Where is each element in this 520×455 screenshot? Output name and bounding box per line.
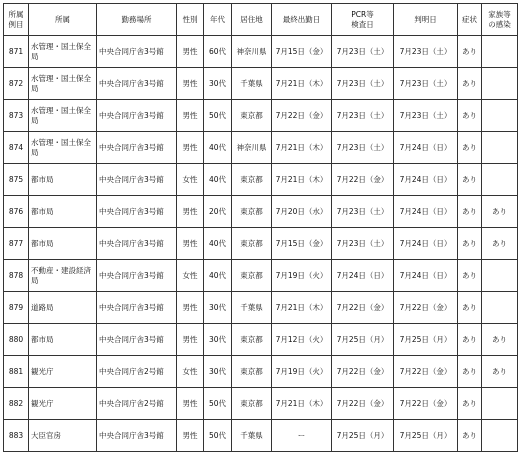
table-body xyxy=(4,36,518,452)
residence-cell: 東京都 xyxy=(232,356,272,388)
workplace-cell: 中央合同庁舎3号館 xyxy=(97,68,177,100)
case-number-cell: 880 xyxy=(4,324,29,356)
confirmed-date-cell: 7月22日（金） xyxy=(394,292,458,324)
last-work-day-cell: 7月19日（火） xyxy=(272,356,332,388)
col-header: 性別 xyxy=(177,4,204,36)
pcr-test-date-cell: 7月25日（月） xyxy=(332,420,394,452)
table-row xyxy=(4,228,518,260)
last-work-day-cell: 7月12日（火） xyxy=(272,324,332,356)
residence-cell: 千葉県 xyxy=(232,420,272,452)
case-number-cell: 874 xyxy=(4,132,29,164)
case-number-cell: 875 xyxy=(4,164,29,196)
residence-cell: 東京都 xyxy=(232,388,272,420)
department-cell: 水管理・国土保全局 xyxy=(29,68,97,100)
age-group-cell: 30代 xyxy=(204,68,232,100)
department-cell: 大臣官房 xyxy=(29,420,97,452)
last-work-day-cell: ー xyxy=(272,420,332,452)
symptoms-cell: あり xyxy=(458,324,482,356)
family-infection-cell xyxy=(482,420,518,452)
residence-cell: 東京都 xyxy=(232,164,272,196)
age-group-cell: 30代 xyxy=(204,324,232,356)
confirmed-date-cell: 7月23日（土） xyxy=(394,68,458,100)
last-work-day-cell: 7月22日（金） xyxy=(272,100,332,132)
family-infection-cell xyxy=(482,164,518,196)
pcr-test-date-cell: 7月22日（金） xyxy=(332,292,394,324)
last-work-day-cell: 7月21日（木） xyxy=(272,388,332,420)
pcr-test-date-cell: 7月22日（金） xyxy=(332,356,394,388)
department-cell: 不動産・建設経済局 xyxy=(29,260,97,292)
table-row xyxy=(4,324,518,356)
department-cell: 水管理・国土保全局 xyxy=(29,100,97,132)
confirmed-date-cell: 7月24日（日） xyxy=(394,164,458,196)
symptoms-cell: あり xyxy=(458,292,482,324)
sex-cell: 女性 xyxy=(177,356,204,388)
workplace-cell: 中央合同庁舎3号館 xyxy=(97,292,177,324)
pcr-test-date-cell: 7月23日（土） xyxy=(332,68,394,100)
case-number-cell: 873 xyxy=(4,100,29,132)
table-row xyxy=(4,420,518,452)
case-number-cell: 877 xyxy=(4,228,29,260)
department-cell: 都市局 xyxy=(29,228,97,260)
symptoms-cell: あり xyxy=(458,420,482,452)
sex-cell: 男性 xyxy=(177,388,204,420)
case-number-cell: 876 xyxy=(4,196,29,228)
family-infection-cell: あり xyxy=(482,356,518,388)
family-infection-cell xyxy=(482,68,518,100)
table-row xyxy=(4,196,518,228)
col-header: 勤務場所 xyxy=(97,4,177,36)
family-infection-cell xyxy=(482,260,518,292)
residence-cell: 千葉県 xyxy=(232,292,272,324)
table-row xyxy=(4,356,518,388)
family-infection-cell xyxy=(482,292,518,324)
family-infection-cell: あり xyxy=(482,228,518,260)
last-work-day-cell: 7月20日（水） xyxy=(272,196,332,228)
workplace-cell: 中央合同庁舎3号館 xyxy=(97,196,177,228)
last-work-day-cell: 7月19日（火） xyxy=(272,260,332,292)
pcr-test-date-cell: 7月22日（金） xyxy=(332,388,394,420)
department-cell: 都市局 xyxy=(29,324,97,356)
age-group-cell: 40代 xyxy=(204,164,232,196)
table-row xyxy=(4,260,518,292)
symptoms-cell: あり xyxy=(458,228,482,260)
age-group-cell: 40代 xyxy=(204,260,232,292)
confirmed-date-cell: 7月23日（土） xyxy=(394,100,458,132)
col-header: 症状 xyxy=(458,4,482,36)
table-row xyxy=(4,292,518,324)
family-infection-cell xyxy=(482,132,518,164)
department-cell: 観光庁 xyxy=(29,356,97,388)
residence-cell: 東京都 xyxy=(232,196,272,228)
workplace-cell: 中央合同庁舎2号館 xyxy=(97,388,177,420)
table-row xyxy=(4,388,518,420)
workplace-cell: 中央合同庁舎3号館 xyxy=(97,420,177,452)
family-infection-cell xyxy=(482,100,518,132)
age-group-cell: 50代 xyxy=(204,100,232,132)
case-number-cell: 871 xyxy=(4,36,29,68)
age-group-cell: 30代 xyxy=(204,292,232,324)
col-header: 家族等 の感染 xyxy=(482,4,518,36)
workplace-cell: 中央合同庁舎2号館 xyxy=(97,356,177,388)
sex-cell: 男性 xyxy=(177,420,204,452)
symptoms-cell: あり xyxy=(458,260,482,292)
sex-cell: 男性 xyxy=(177,36,204,68)
table-row xyxy=(4,36,518,68)
sex-cell: 女性 xyxy=(177,164,204,196)
case-number-cell: 879 xyxy=(4,292,29,324)
family-infection-cell xyxy=(482,36,518,68)
department-cell: 水管理・国土保全局 xyxy=(29,36,97,68)
symptoms-cell: あり xyxy=(458,164,482,196)
age-group-cell: 20代 xyxy=(204,196,232,228)
workplace-cell: 中央合同庁舎3号館 xyxy=(97,164,177,196)
department-cell: 観光庁 xyxy=(29,388,97,420)
department-cell: 水管理・国土保全局 xyxy=(29,132,97,164)
sex-cell: 男性 xyxy=(177,324,204,356)
sex-cell: 男性 xyxy=(177,100,204,132)
confirmed-date-cell: 7月25日（月） xyxy=(394,324,458,356)
table-row xyxy=(4,132,518,164)
department-cell: 道路局 xyxy=(29,292,97,324)
age-group-cell: 30代 xyxy=(204,356,232,388)
confirmed-date-cell: 7月24日（日） xyxy=(394,228,458,260)
pcr-test-date-cell: 7月23日（土） xyxy=(332,100,394,132)
department-cell: 都市局 xyxy=(29,164,97,196)
table-row xyxy=(4,100,518,132)
pcr-test-date-cell: 7月23日（土） xyxy=(332,132,394,164)
age-group-cell: 50代 xyxy=(204,388,232,420)
pcr-test-date-cell: 7月25日（月） xyxy=(332,324,394,356)
sex-cell: 男性 xyxy=(177,196,204,228)
sex-cell: 女性 xyxy=(177,260,204,292)
symptoms-cell: あり xyxy=(458,388,482,420)
cases-table xyxy=(3,3,518,452)
family-infection-cell: あり xyxy=(482,196,518,228)
family-infection-cell xyxy=(482,388,518,420)
residence-cell: 東京都 xyxy=(232,324,272,356)
age-group-cell: 40代 xyxy=(204,228,232,260)
age-group-cell: 40代 xyxy=(204,132,232,164)
sex-cell: 男性 xyxy=(177,292,204,324)
workplace-cell: 中央合同庁舎3号館 xyxy=(97,260,177,292)
family-infection-cell: あり xyxy=(482,324,518,356)
symptoms-cell: あり xyxy=(458,196,482,228)
age-group-cell: 50代 xyxy=(204,420,232,452)
col-header: 年代 xyxy=(204,4,232,36)
col-header: 所属 xyxy=(29,4,97,36)
pcr-test-date-cell: 7月23日（土） xyxy=(332,36,394,68)
symptoms-cell: あり xyxy=(458,132,482,164)
workplace-cell: 中央合同庁舎3号館 xyxy=(97,36,177,68)
workplace-cell: 中央合同庁舎3号館 xyxy=(97,324,177,356)
table-row xyxy=(4,68,518,100)
confirmed-date-cell: 7月24日（日） xyxy=(394,260,458,292)
sex-cell: 男性 xyxy=(177,68,204,100)
case-number-cell: 872 xyxy=(4,68,29,100)
age-group-cell: 60代 xyxy=(204,36,232,68)
residence-cell: 東京都 xyxy=(232,100,272,132)
confirmed-date-cell: 7月22日（金） xyxy=(394,356,458,388)
workplace-cell: 中央合同庁舎3号館 xyxy=(97,228,177,260)
confirmed-date-cell: 7月24日（日） xyxy=(394,132,458,164)
confirmed-date-cell: 7月24日（日） xyxy=(394,196,458,228)
case-number-cell: 882 xyxy=(4,388,29,420)
symptoms-cell: あり xyxy=(458,68,482,100)
workplace-cell: 中央合同庁舎3号館 xyxy=(97,132,177,164)
col-header: 判明日 xyxy=(394,4,458,36)
sex-cell: 男性 xyxy=(177,132,204,164)
last-work-day-cell: 7月21日（木） xyxy=(272,164,332,196)
workplace-cell: 中央合同庁舎3号館 xyxy=(97,100,177,132)
case-number-cell: 881 xyxy=(4,356,29,388)
confirmed-date-cell: 7月23日（土） xyxy=(394,36,458,68)
table-row xyxy=(4,164,518,196)
residence-cell: 東京都 xyxy=(232,228,272,260)
case-number-cell: 883 xyxy=(4,420,29,452)
pcr-test-date-cell: 7月22日（金） xyxy=(332,164,394,196)
col-header: 居住地 xyxy=(232,4,272,36)
pcr-test-date-cell: 7月24日（日） xyxy=(332,260,394,292)
last-work-day-cell: 7月21日（木） xyxy=(272,68,332,100)
confirmed-date-cell: 7月22日（金） xyxy=(394,388,458,420)
symptoms-cell: あり xyxy=(458,100,482,132)
case-number-cell: 878 xyxy=(4,260,29,292)
symptoms-cell: あり xyxy=(458,356,482,388)
last-work-day-cell: 7月15日（金） xyxy=(272,228,332,260)
last-work-day-cell: 7月21日（木） xyxy=(272,132,332,164)
residence-cell: 東京都 xyxy=(232,260,272,292)
col-header: 最終出勤日 xyxy=(272,4,332,36)
residence-cell: 神奈川県 xyxy=(232,36,272,68)
department-cell: 都市局 xyxy=(29,196,97,228)
residence-cell: 神奈川県 xyxy=(232,132,272,164)
symptoms-cell: あり xyxy=(458,36,482,68)
last-work-day-cell: 7月21日（木） xyxy=(272,292,332,324)
last-work-day-cell: 7月15日（金） xyxy=(272,36,332,68)
col-header: PCR等 検査日 xyxy=(332,4,394,36)
confirmed-date-cell: 7月25日（月） xyxy=(394,420,458,452)
sex-cell: 男性 xyxy=(177,228,204,260)
pcr-test-date-cell: 7月23日（土） xyxy=(332,228,394,260)
residence-cell: 千葉県 xyxy=(232,68,272,100)
pcr-test-date-cell: 7月23日（土） xyxy=(332,196,394,228)
header-row xyxy=(4,4,518,36)
col-header: 所属 例目 xyxy=(4,4,29,36)
